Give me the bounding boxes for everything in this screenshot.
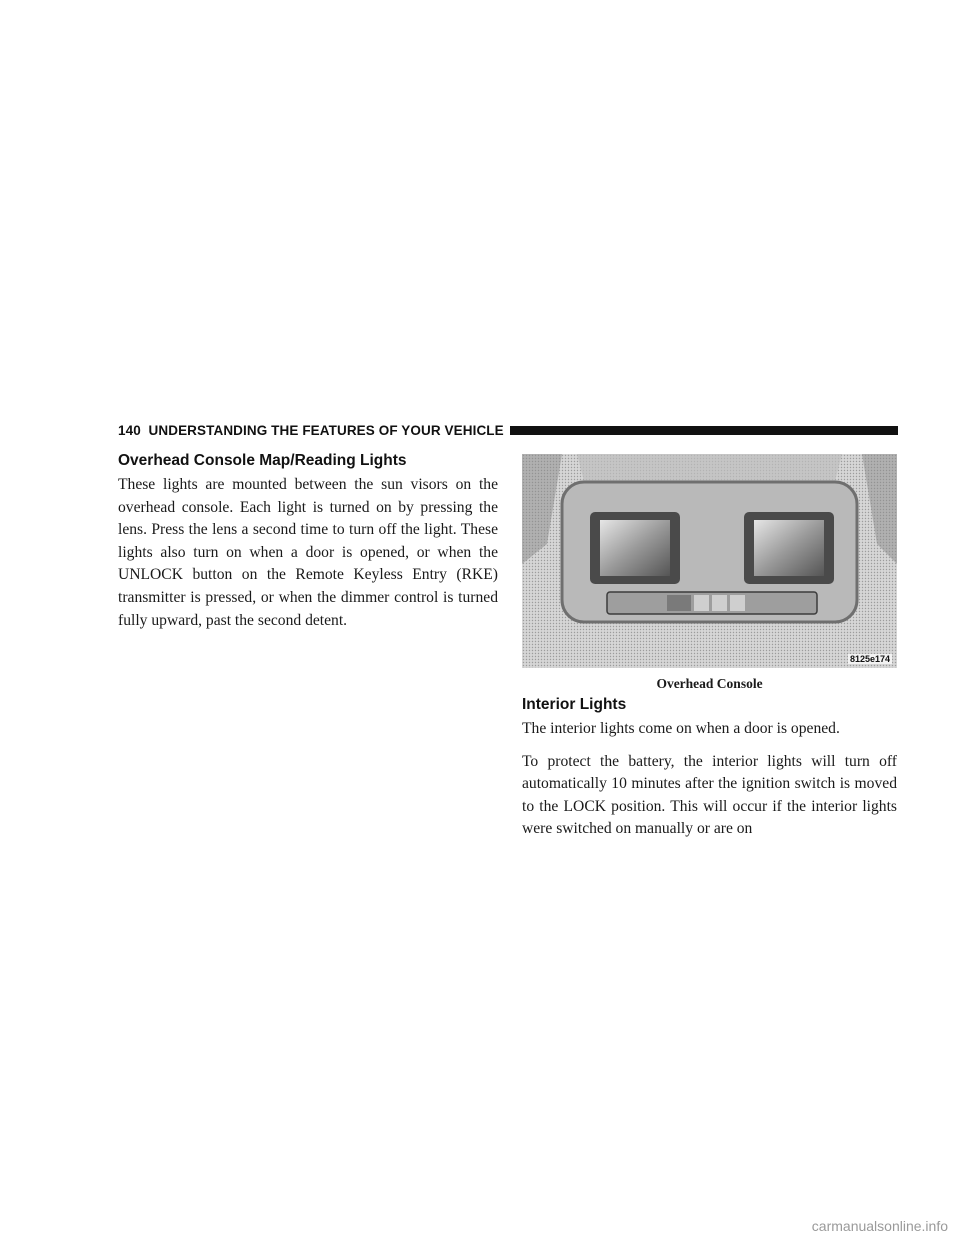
overhead-console-illustration: [522, 454, 897, 668]
body-paragraph: The interior lights come on when a door is opened.: [522, 720, 840, 737]
header-title: UNDERSTANDING THE FEATURES OF YOUR VEHICLE: [148, 422, 504, 438]
body-paragraph: These lights are mounted between the sun visors on the overhead console. Each light is turned on by pressing the lens. Press the lens a second time to turn off the light. These lights also turn on when a door is opened, or when the UNLOCK button on the Remote Keyless Entry (RKE) transmitter is pressed, or when the dimmer control is turned fully upward, past the second detent.: [118, 476, 498, 629]
page-number: 140: [118, 422, 141, 438]
watermark: carmanualsonline.info: [811, 1218, 948, 1234]
overhead-console-image: [522, 454, 897, 668]
figure-id: 8125e174: [849, 654, 890, 664]
figure-caption: Overhead Console: [656, 676, 763, 691]
section-heading: Overhead Console Map/Reading Lights: [118, 452, 407, 469]
section-overhead-console: [118, 452, 498, 632]
section-interior-lights: [522, 696, 897, 841]
section-heading: Interior Lights: [522, 696, 627, 713]
header-rule: [510, 426, 898, 435]
header-text: [118, 423, 504, 438]
body-paragraph: To protect the battery, the interior lights will turn off automatically 10 minutes after the ignition switch is moved to the LOCK position. This will occur if the interior lights were switched on manually or are on: [522, 752, 897, 838]
page-header: [118, 421, 898, 439]
